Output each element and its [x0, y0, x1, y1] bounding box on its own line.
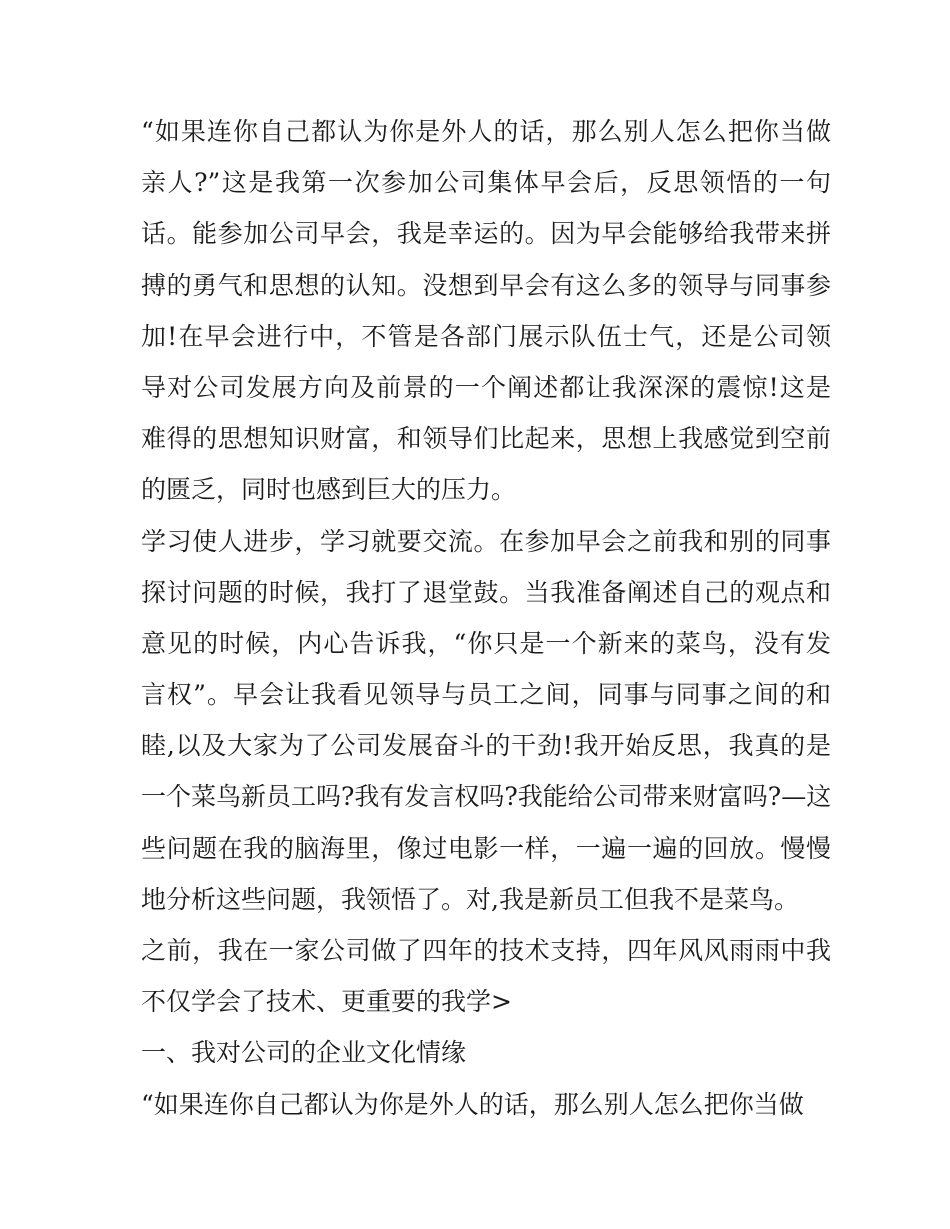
text-line: 地分析这些问题，我领悟了。对,我是新员工但我不是菜鸟。: [141, 884, 799, 914]
text-line: 导对公司发展方向及前景的一个阐述都让我深深的震惊!这是: [141, 372, 831, 402]
text-line: “如果连你自己都认为你是外人的话，那么别人怎么把你当做: [141, 117, 831, 146]
document-body: [141, 106, 831, 1130]
text-line: 言权”。早会让我看见领导与员工之间，同事与同事之间的和: [141, 680, 831, 710]
text-line: 搏的勇气和思想的认知。没想到早会有这么多的领导与同事参: [141, 270, 831, 300]
text-line: 的匮乏，同时也感到巨大的压力。: [141, 475, 517, 505]
text-line: 加!在早会进行中，不管是各部门展示队伍士气，还是公司领: [141, 321, 831, 351]
text-line: 话。能参加公司早会，我是幸运的。因为早会能够给我带来拼: [141, 219, 831, 249]
text-line: 探讨问题的时候，我打了退堂鼓。当我准备阐述自己的观点和: [141, 577, 831, 607]
text-line: 亲人?”这是我第一次参加公司集体早会后，反思领悟的一句: [141, 168, 831, 198]
text-line: 学习使人进步，学习就要交流。在参加早会之前我和别的同事: [141, 526, 831, 556]
text-line: 不仅学会了技术、更重要的我学>: [141, 987, 512, 1017]
section-heading: 一、我对公司的企业文化情缘: [141, 1038, 467, 1068]
text-line: 睦,以及大家为了公司发展奋斗的干劲!我开始反思，我真的是: [141, 731, 831, 761]
text-line: 些问题在我的脑海里，像过电影一样，一遍一遍的回放。慢慢: [141, 833, 831, 863]
text-line: “如果连你自己都认为你是外人的话，那么别人怎么把你当做: [141, 1089, 804, 1119]
text-line: 难得的思想知识财富，和领导们比起来，思想上我感觉到空前: [141, 424, 831, 454]
text-line: 意见的时候，内心告诉我，“你只是一个新来的菜鸟，没有发: [141, 628, 831, 658]
text-line: 之前，我在一家公司做了四年的技术支持，四年风风雨雨中我: [141, 936, 831, 965]
text-line: 一个菜鸟新员工吗?我有发言权吗?我能给公司带来财富吗?—这: [141, 782, 832, 812]
